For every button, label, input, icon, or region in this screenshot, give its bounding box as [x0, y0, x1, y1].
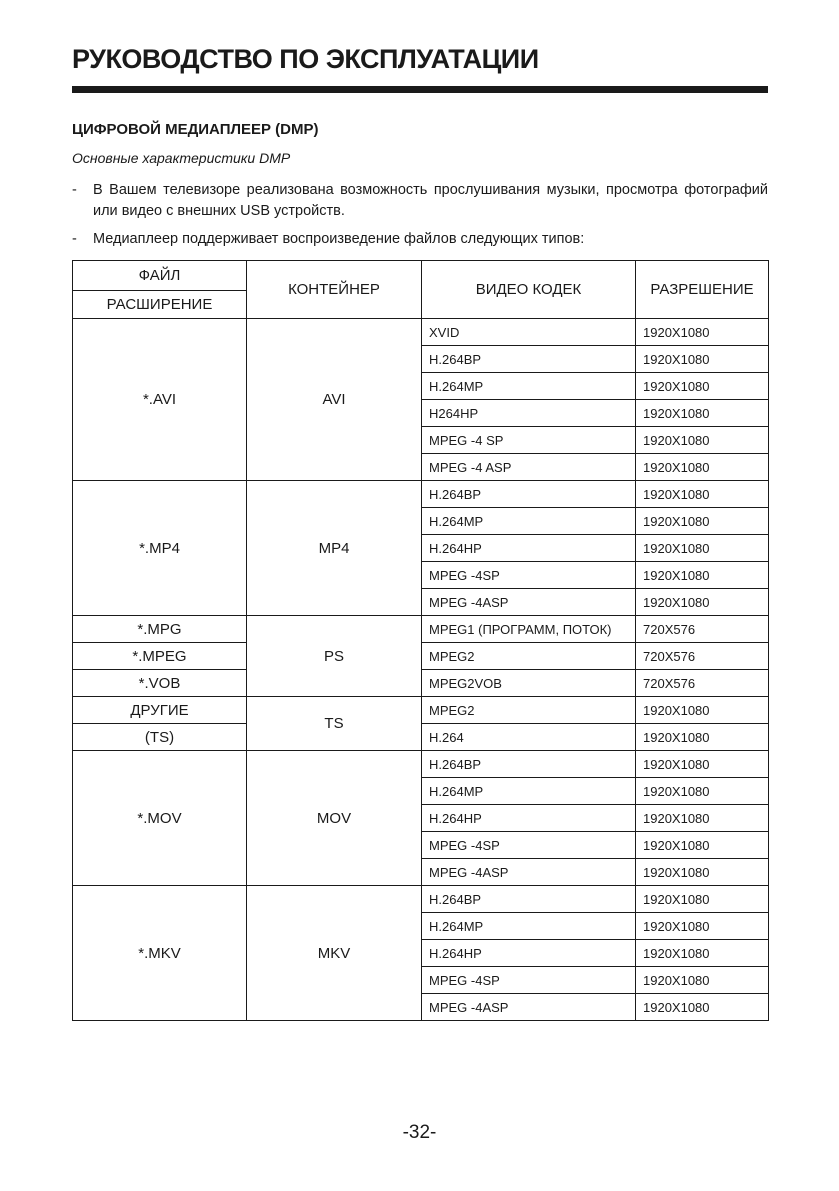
resolution-cell: 1920X1080	[636, 427, 769, 454]
codec-cell: MPEG2VOB	[422, 670, 636, 697]
bullet-dash: -	[72, 231, 77, 247]
resolution-cell: 1920X1080	[636, 724, 769, 751]
title-divider	[72, 86, 768, 93]
resolution-cell: 720X576	[636, 616, 769, 643]
codec-cell: MPEG -4SP	[422, 832, 636, 859]
section-heading: ЦИФРОВОЙ МЕДИАПЛЕЕР (DMP)	[72, 121, 319, 138]
codec-cell: H.264MP	[422, 913, 636, 940]
table-header-row	[73, 261, 769, 291]
codec-cell: MPEG -4ASP	[422, 994, 636, 1021]
codec-cell: H.264BP	[422, 346, 636, 373]
codec-cell: H.264BP	[422, 481, 636, 508]
file-extension-cell: *.VOB	[73, 670, 247, 697]
resolution-cell: 1920X1080	[636, 454, 769, 481]
table-row	[73, 751, 769, 778]
codec-cell: MPEG -4SP	[422, 562, 636, 589]
resolution-cell: 1920X1080	[636, 481, 769, 508]
resolution-cell: 1920X1080	[636, 589, 769, 616]
resolution-cell: 1920X1080	[636, 778, 769, 805]
table-row	[73, 697, 769, 724]
header-file: ФАЙЛ	[73, 261, 247, 291]
resolution-cell: 1920X1080	[636, 508, 769, 535]
resolution-cell: 1920X1080	[636, 373, 769, 400]
resolution-cell: 1920X1080	[636, 751, 769, 778]
codec-cell: H.264MP	[422, 373, 636, 400]
codec-cell: H.264BP	[422, 751, 636, 778]
file-extension-cell: *.AVI	[73, 319, 247, 481]
file-extension-cell: *.MKV	[73, 886, 247, 1021]
codec-cell: H.264HP	[422, 940, 636, 967]
container-cell: PS	[247, 616, 422, 697]
resolution-cell: 1920X1080	[636, 913, 769, 940]
bullet-text: В Вашем телевизоре реализована возможность прослушивания музыки, просмотра фотографий или видео с внешних USB устройств.	[93, 182, 768, 219]
codec-cell: H.264	[422, 724, 636, 751]
codec-cell: MPEG2	[422, 643, 636, 670]
codec-cell: MPEG -4 SP	[422, 427, 636, 454]
codec-cell: H.264BP	[422, 886, 636, 913]
codec-cell: MPEG2	[422, 697, 636, 724]
file-extension-cell: *.MOV	[73, 751, 247, 886]
codec-cell: MPEG -4 ASP	[422, 454, 636, 481]
bullet-item	[72, 229, 768, 250]
resolution-cell: 1920X1080	[636, 319, 769, 346]
bullet-dash: -	[72, 182, 77, 198]
resolution-cell: 1920X1080	[636, 832, 769, 859]
codec-cell: MPEG -4ASP	[422, 859, 636, 886]
file-extension-cell: *.MPEG	[73, 643, 247, 670]
header-codec: ВИДЕО КОДЕК	[422, 261, 636, 319]
container-cell: AVI	[247, 319, 422, 481]
resolution-cell: 1920X1080	[636, 940, 769, 967]
table-row	[73, 886, 769, 913]
file-extension-cell: ДРУГИЕ	[73, 697, 247, 724]
codec-cell: H264HP	[422, 400, 636, 427]
table-row	[73, 319, 769, 346]
codec-cell: H.264HP	[422, 805, 636, 832]
codec-cell: MPEG -4SP	[422, 967, 636, 994]
resolution-cell: 1920X1080	[636, 859, 769, 886]
container-cell: MKV	[247, 886, 422, 1021]
file-extension-cell: (TS)	[73, 724, 247, 751]
codec-cell: MPEG -4ASP	[422, 589, 636, 616]
resolution-cell: 1920X1080	[636, 562, 769, 589]
codec-cell: H.264MP	[422, 778, 636, 805]
table-row	[73, 616, 769, 643]
resolution-cell: 1920X1080	[636, 967, 769, 994]
resolution-cell: 1920X1080	[636, 400, 769, 427]
codec-cell: H.264MP	[422, 508, 636, 535]
resolution-cell: 720X576	[636, 643, 769, 670]
container-cell: MP4	[247, 481, 422, 616]
bullet-text: Медиаплеер поддерживает воспроизведение файлов следующих типов:	[93, 231, 585, 247]
header-extension: РАСШИРЕНИЕ	[73, 291, 247, 319]
section-subtitle: Основные характеристики DMP	[72, 150, 291, 166]
resolution-cell: 1920X1080	[636, 994, 769, 1021]
page-number: -32-	[402, 1122, 437, 1143]
header-resolution: РАЗРЕШЕНИЕ	[636, 261, 769, 319]
codec-cell: XVID	[422, 319, 636, 346]
resolution-cell: 1920X1080	[636, 886, 769, 913]
format-table	[72, 260, 769, 1021]
container-cell: MOV	[247, 751, 422, 886]
page-title: РУКОВОДСТВО ПО ЭКСПЛУАТАЦИИ	[72, 44, 539, 74]
header-container: КОНТЕЙНЕР	[247, 261, 422, 319]
resolution-cell: 1920X1080	[636, 346, 769, 373]
codec-cell: H.264HP	[422, 535, 636, 562]
file-extension-cell: *.MPG	[73, 616, 247, 643]
codec-cell: MPEG1 (ПРОГРАММ, ПОТОК)	[422, 616, 636, 643]
container-cell: TS	[247, 697, 422, 751]
file-extension-cell: *.MP4	[73, 481, 247, 616]
table-row	[73, 481, 769, 508]
bullet-item	[72, 180, 768, 222]
resolution-cell: 1920X1080	[636, 805, 769, 832]
resolution-cell: 1920X1080	[636, 535, 769, 562]
resolution-cell: 1920X1080	[636, 697, 769, 724]
resolution-cell: 720X576	[636, 670, 769, 697]
